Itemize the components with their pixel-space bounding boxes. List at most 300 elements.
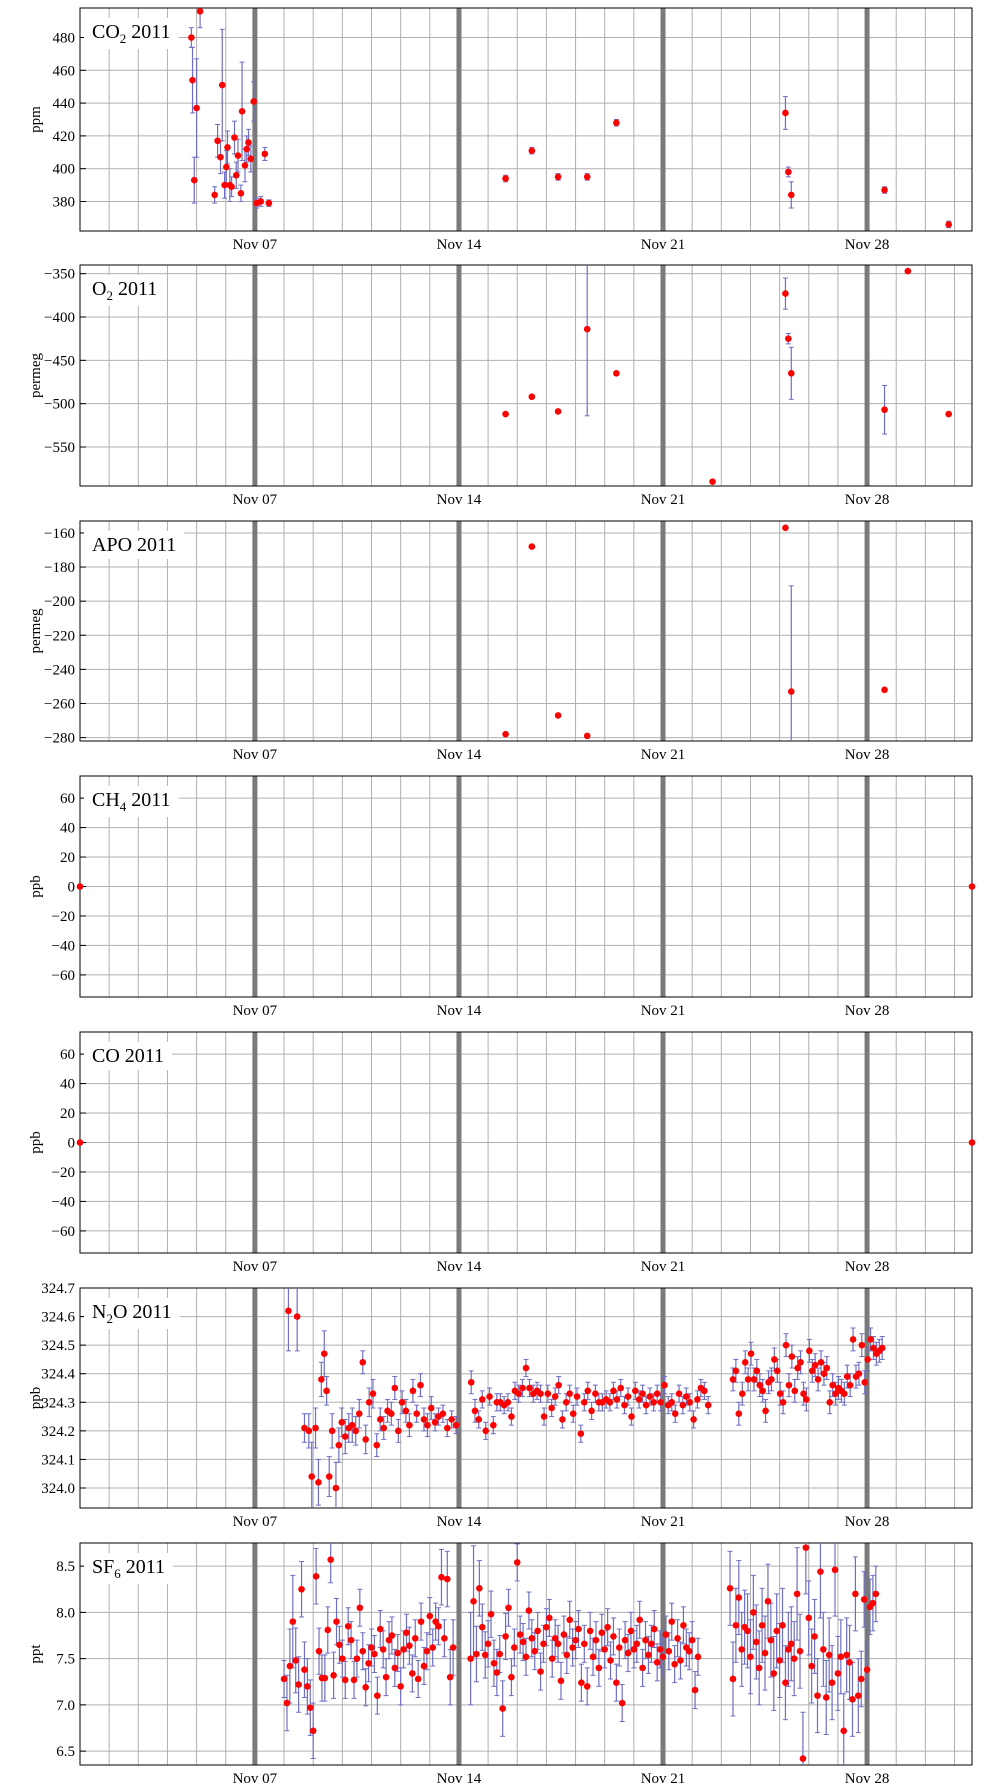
data-point [701, 1388, 708, 1395]
x-tick-label: Nov 21 [640, 237, 686, 253]
data-point [969, 1139, 976, 1146]
data-point [342, 1433, 349, 1440]
data-point [768, 1376, 775, 1383]
data-point [843, 1652, 850, 1659]
data-point [359, 1359, 366, 1366]
data-point [262, 151, 269, 158]
data-point [468, 1379, 475, 1386]
data-point [774, 1368, 781, 1375]
data-point [357, 1604, 364, 1611]
data-point [812, 1362, 819, 1369]
data-point [526, 1607, 533, 1614]
data-point [680, 1402, 687, 1409]
y-tick-label: 400 [52, 161, 75, 178]
y-tick-label: −180 [44, 560, 75, 577]
data-point [438, 1574, 445, 1581]
y-tick-label: −20 [51, 908, 75, 925]
y-tick-label: −60 [51, 967, 75, 984]
data-point [824, 1365, 831, 1372]
data-point [754, 1368, 761, 1375]
data-point [490, 1422, 497, 1429]
data-point [782, 525, 789, 532]
data-point [250, 98, 257, 105]
data-point [753, 1639, 760, 1646]
data-point [517, 1631, 524, 1638]
y-tick-label: 324.2 [41, 1423, 75, 1440]
y-tick-label: 60 [60, 791, 75, 808]
y-axis-label: ppb [28, 1131, 44, 1154]
data-point [413, 1410, 420, 1417]
data-point [867, 1336, 874, 1343]
panel-title-text [92, 1045, 164, 1067]
data-point [424, 1422, 431, 1429]
data-point [486, 1393, 493, 1400]
panel-7 [28, 1543, 972, 1787]
data-point [864, 1356, 871, 1363]
y-tick-label: −260 [44, 696, 75, 713]
data-point [748, 1350, 755, 1357]
y-tick-label: 40 [60, 1076, 75, 1093]
x-tick-label: Nov 14 [436, 1259, 482, 1275]
panel-title [84, 1553, 173, 1584]
y-tick-label: 0 [67, 1135, 75, 1152]
data-point [829, 1382, 836, 1389]
x-tick-label: Nov 21 [640, 1003, 686, 1019]
x-tick-label: Nov 21 [640, 1514, 686, 1530]
y-axis-label: ppb [28, 875, 44, 898]
y-tick-label: 324.4 [41, 1366, 75, 1383]
data-point [800, 1755, 807, 1762]
x-tick-label: Nov 14 [436, 1514, 482, 1530]
data-point [785, 169, 792, 176]
data-point [859, 1342, 866, 1349]
title-main: N [92, 1301, 107, 1323]
data-point [593, 1637, 600, 1644]
y-tick-label: −500 [44, 396, 75, 413]
data-point [488, 1611, 495, 1618]
data-point [657, 1399, 664, 1406]
y-tick-label: 420 [52, 128, 75, 145]
data-point [861, 1379, 868, 1386]
panel-5 [28, 1032, 975, 1275]
data-point [840, 1727, 847, 1734]
data-point [668, 1618, 675, 1625]
data-point [377, 1416, 384, 1423]
data-point [727, 1585, 734, 1592]
data-point [349, 1422, 356, 1429]
data-point [295, 1681, 302, 1688]
data-point [380, 1425, 387, 1432]
data-point [368, 1644, 375, 1651]
data-point [285, 1308, 292, 1315]
data-point [756, 1382, 763, 1389]
data-point [750, 1609, 757, 1616]
data-point [811, 1633, 818, 1640]
y-tick-label: 480 [52, 30, 75, 47]
y-tick-label: 324.7 [41, 1281, 75, 1297]
data-point [555, 712, 562, 719]
data-point [616, 1644, 623, 1651]
data-point [598, 1629, 605, 1636]
x-tick-label: Nov 21 [640, 492, 686, 508]
data-point [747, 1653, 754, 1660]
x-tick-label: Nov 07 [232, 1003, 278, 1019]
data-point [479, 1396, 486, 1403]
data-point [403, 1408, 410, 1415]
x-tick-label: Nov 14 [436, 1003, 482, 1019]
data-point [494, 1669, 501, 1676]
x-tick-label: Nov 28 [844, 492, 890, 508]
data-point [821, 1370, 828, 1377]
panel-1 [28, 8, 972, 253]
data-point [333, 1618, 340, 1625]
data-point [733, 1368, 740, 1375]
data-point [625, 1393, 632, 1400]
data-point [482, 1652, 489, 1659]
data-point [397, 1683, 404, 1690]
data-point [233, 172, 240, 179]
data-point [683, 1393, 690, 1400]
data-point [315, 1479, 322, 1486]
y-tick-label: −450 [44, 353, 75, 370]
data-point [850, 1336, 857, 1343]
data-point [450, 1644, 457, 1651]
data-point [671, 1661, 678, 1668]
data-point [435, 1623, 442, 1630]
y-tick-label: 7.5 [56, 1651, 75, 1668]
data-point [374, 1692, 381, 1699]
data-point [558, 1678, 565, 1685]
y-tick-label: −350 [44, 266, 75, 283]
data-point [284, 1700, 291, 1707]
data-point [191, 177, 198, 184]
data-point [768, 1637, 775, 1644]
data-point [588, 1408, 595, 1415]
data-point [773, 1628, 780, 1635]
data-point [879, 1345, 886, 1352]
data-point [569, 1644, 576, 1651]
data-point [370, 1390, 377, 1397]
data-point [444, 1425, 451, 1432]
data-point [575, 1626, 582, 1633]
x-tick-label: Nov 28 [844, 1259, 890, 1275]
data-point [581, 1641, 588, 1648]
data-point [705, 1402, 712, 1409]
data-point [730, 1676, 737, 1683]
data-point [782, 110, 789, 117]
y-tick-label: 60 [60, 1047, 75, 1064]
data-point [745, 1376, 752, 1383]
panel-title-text [92, 1556, 165, 1581]
data-point [587, 1628, 594, 1635]
data-point [266, 200, 273, 207]
data-point [686, 1648, 693, 1655]
data-point [607, 1399, 614, 1406]
panel-title [84, 275, 165, 306]
data-point [543, 1624, 550, 1631]
data-point [298, 1586, 305, 1593]
data-point [829, 1679, 836, 1686]
data-point [650, 1399, 657, 1406]
data-point [759, 1388, 766, 1395]
data-point [529, 1635, 536, 1642]
data-point [330, 1672, 337, 1679]
data-point [467, 1655, 474, 1662]
data-point [797, 1648, 804, 1655]
data-point [835, 1670, 842, 1677]
data-point [794, 1591, 801, 1598]
data-point [654, 1390, 661, 1397]
data-point [852, 1591, 859, 1598]
panel-title-text [92, 789, 171, 814]
y-tick-label: 20 [60, 850, 75, 867]
data-point [849, 1696, 856, 1703]
x-tick-label: Nov 14 [436, 237, 482, 253]
title-subscript: 2 [106, 288, 113, 303]
x-tick-label: Nov 28 [844, 237, 890, 253]
data-point [785, 335, 792, 342]
data-point [415, 1676, 422, 1683]
data-point [351, 1677, 358, 1684]
data-point [687, 1399, 694, 1406]
data-point [529, 543, 536, 550]
data-point [383, 1674, 390, 1681]
data-point [617, 1385, 624, 1392]
data-point [541, 1413, 548, 1420]
data-point [502, 175, 509, 182]
data-point [601, 1646, 608, 1653]
data-point [313, 1573, 320, 1580]
data-point [680, 1622, 687, 1629]
data-point [788, 192, 795, 199]
y-tick-label: 0 [67, 879, 75, 896]
data-point [791, 1655, 798, 1662]
panel-2 [28, 265, 972, 508]
data-point [223, 164, 230, 171]
x-tick-label: Nov 21 [640, 1259, 686, 1275]
data-point [529, 393, 536, 400]
data-point [77, 883, 84, 890]
title-main: SF [92, 1556, 115, 1578]
data-point [668, 1399, 675, 1406]
title-main: APO [92, 534, 133, 556]
data-point [832, 1390, 839, 1397]
data-point [563, 1399, 570, 1406]
data-point [610, 1633, 617, 1640]
data-point [770, 1670, 777, 1677]
data-point [578, 1679, 585, 1686]
panel-3 [28, 521, 972, 763]
data-point [555, 1641, 562, 1648]
data-point [610, 1388, 617, 1395]
data-point [676, 1390, 683, 1397]
data-point [945, 411, 952, 418]
data-point [224, 144, 231, 151]
data-point [365, 1660, 372, 1667]
title-rest: 2011 [120, 1556, 166, 1578]
data-point [511, 1644, 518, 1651]
data-point [657, 1646, 664, 1653]
panel-title-text [92, 1301, 172, 1326]
x-tick-label: Nov 28 [844, 1771, 890, 1787]
data-point [301, 1666, 308, 1673]
data-point [318, 1376, 325, 1383]
data-point [846, 1659, 853, 1666]
data-point [782, 290, 789, 297]
data-point [540, 1641, 547, 1648]
data-point [502, 411, 509, 418]
panel-title-text [92, 534, 176, 556]
data-point [242, 162, 249, 169]
y-tick-label: −240 [44, 662, 75, 679]
data-point [780, 1399, 787, 1406]
data-point [730, 1376, 737, 1383]
data-point [555, 408, 562, 415]
data-point [873, 1591, 880, 1598]
y-tick-label: 324.0 [41, 1481, 75, 1497]
panel-4 [28, 776, 975, 1019]
data-point [380, 1646, 387, 1653]
title-main: O [92, 278, 107, 300]
title-rest: 2011 [126, 789, 171, 811]
data-point [817, 1568, 824, 1575]
title-rest: 2011 [126, 21, 171, 43]
data-point [805, 1615, 812, 1622]
data-point [235, 152, 242, 159]
data-point [794, 1365, 801, 1372]
y-axis-label: permeg [28, 353, 44, 398]
data-point [496, 1651, 503, 1658]
data-point [362, 1436, 369, 1443]
data-point [342, 1677, 349, 1684]
data-point [529, 147, 536, 154]
y-tick-label: −40 [51, 1194, 75, 1211]
data-point [613, 1679, 620, 1686]
data-point [193, 105, 200, 112]
data-point [308, 1473, 315, 1480]
data-point [523, 1365, 530, 1372]
data-point [336, 1641, 343, 1648]
data-point [735, 1410, 742, 1417]
data-point [864, 1666, 871, 1673]
data-point [969, 883, 976, 890]
y-tick-label: 20 [60, 1106, 75, 1123]
data-point [788, 370, 795, 377]
panel-title [84, 531, 184, 559]
data-point [352, 1428, 359, 1435]
data-point [389, 1632, 396, 1639]
x-tick-label: Nov 14 [436, 747, 482, 763]
data-point [619, 1700, 626, 1707]
data-point [531, 1648, 538, 1655]
data-point [651, 1626, 658, 1633]
y-tick-label: −200 [44, 594, 75, 611]
data-point [523, 1653, 530, 1660]
x-tick-label: Nov 28 [844, 747, 890, 763]
data-point [596, 1665, 603, 1672]
data-point [647, 1393, 654, 1400]
data-point [219, 82, 226, 89]
data-point [476, 1585, 483, 1592]
data-point [440, 1410, 447, 1417]
data-point [636, 1616, 643, 1623]
data-point [417, 1382, 424, 1389]
data-point [324, 1627, 331, 1634]
x-tick-label: Nov 07 [232, 747, 278, 763]
data-point [771, 1356, 778, 1363]
data-point [485, 1641, 492, 1648]
panel-title [84, 1298, 180, 1329]
data-point [765, 1598, 772, 1605]
data-point [453, 1422, 460, 1429]
y-axis-label: ppm [28, 106, 44, 133]
data-point [537, 1390, 544, 1397]
data-point [861, 1596, 868, 1603]
data-point [690, 1416, 697, 1423]
data-point [791, 1388, 798, 1395]
title-main: CH [92, 789, 120, 811]
data-point [77, 1139, 84, 1146]
data-point [377, 1626, 384, 1633]
panel-title [84, 1042, 172, 1070]
y-axis-label: ppt [28, 1644, 44, 1664]
title-rest: O 2011 [112, 1301, 172, 1323]
y-tick-label: 324.3 [41, 1395, 75, 1412]
data-point [689, 1637, 696, 1644]
data-point [762, 1408, 769, 1415]
data-point [409, 1670, 416, 1677]
data-point [584, 174, 591, 181]
data-point [584, 733, 591, 740]
data-point [444, 1576, 451, 1583]
data-point [870, 1345, 877, 1352]
data-point [803, 1396, 810, 1403]
data-point [388, 1410, 395, 1417]
data-point [786, 1382, 793, 1389]
data-point [751, 1376, 758, 1383]
data-point [502, 1633, 509, 1640]
data-point [421, 1416, 428, 1423]
data-point [881, 406, 888, 413]
y-tick-label: 7.0 [56, 1697, 75, 1714]
data-point [243, 146, 250, 153]
data-point [592, 1390, 599, 1397]
data-point [808, 1663, 815, 1670]
data-point [441, 1635, 448, 1642]
data-point [217, 154, 224, 161]
data-point [526, 1385, 533, 1392]
data-point [628, 1628, 635, 1635]
data-point [322, 1675, 329, 1682]
data-point [566, 1390, 573, 1397]
data-point [231, 134, 238, 141]
data-point [214, 138, 221, 145]
data-point [257, 198, 264, 205]
data-point [429, 1644, 436, 1651]
data-point [371, 1651, 378, 1658]
data-point [412, 1635, 419, 1642]
data-point [820, 1646, 827, 1653]
x-tick-label: Nov 21 [640, 747, 686, 763]
data-point [815, 1376, 822, 1383]
data-point [733, 1622, 740, 1629]
data-point [566, 1616, 573, 1623]
data-point [281, 1676, 288, 1683]
data-point [366, 1399, 373, 1406]
data-point [639, 1390, 646, 1397]
data-point [448, 1416, 455, 1423]
data-point [392, 1665, 399, 1672]
